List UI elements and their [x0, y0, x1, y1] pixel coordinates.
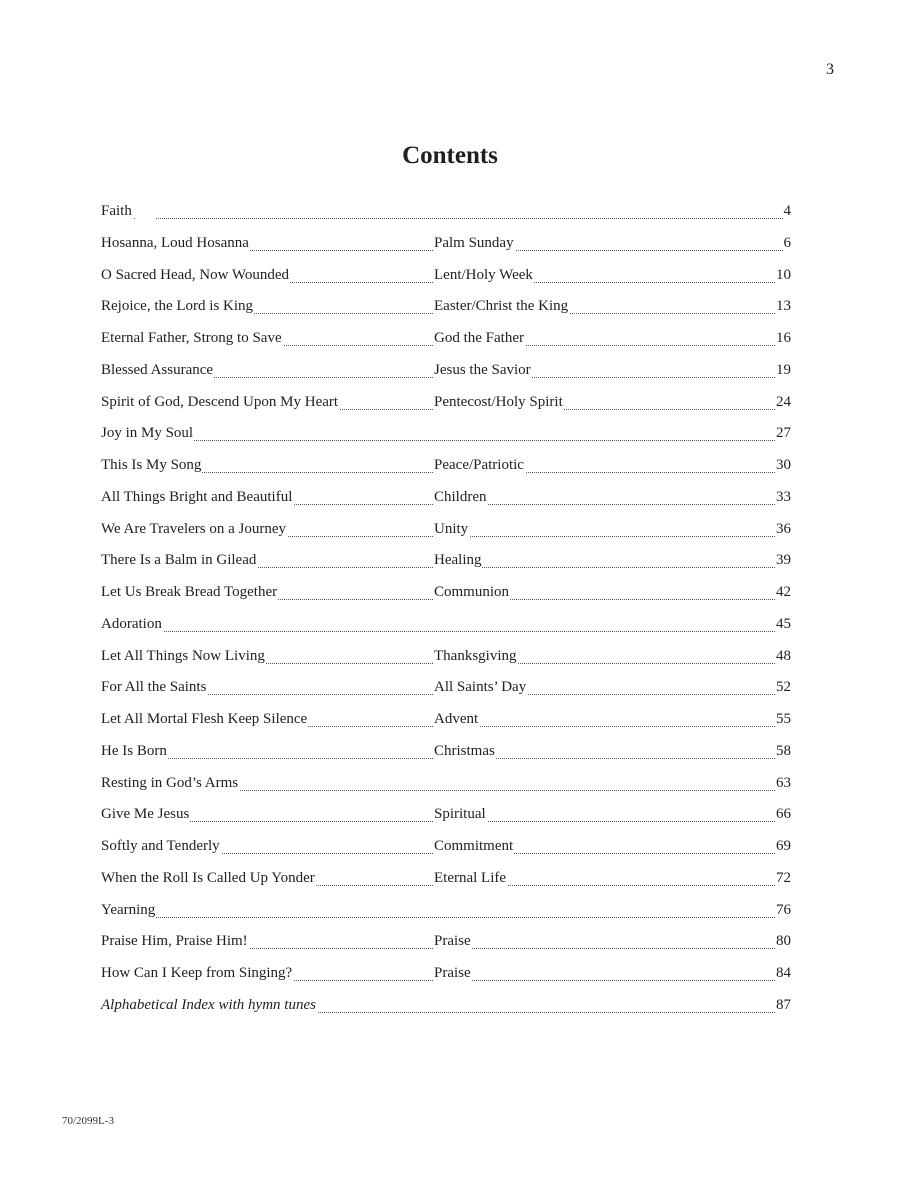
toc-entry: [101, 391, 791, 423]
hymn-category: Praise: [434, 965, 471, 981]
toc-entry: [101, 518, 791, 550]
hymn-title: This Is My Song: [101, 457, 202, 473]
page-ref: 66: [776, 806, 791, 823]
hymn-title: He Is Born: [101, 742, 167, 759]
hymn-category: Pentecost/Holy Spirit: [434, 393, 563, 410]
page-ref: 45: [776, 615, 791, 632]
toc-entry: [101, 740, 791, 772]
page-ref: 27: [776, 425, 791, 442]
hymn-title: How Can I Keep from Singing?: [101, 965, 293, 981]
dot-leader: [101, 218, 791, 219]
toc-entry: [101, 486, 791, 518]
toc-entry: [101, 772, 791, 804]
page-ref: 16: [776, 330, 791, 346]
hymn-category: Commitment: [434, 838, 514, 854]
hymn-category: Christmas: [434, 742, 495, 759]
page-ref: 80: [776, 933, 791, 950]
hymn-title: Spirit of God, Descend Upon My Heart: [101, 393, 339, 410]
toc-entry: [101, 232, 791, 264]
toc-entry: [101, 803, 791, 835]
toc-entry: [101, 708, 791, 740]
hymn-title: Let Us Break Bread Together: [101, 584, 278, 600]
toc-entry: [101, 962, 791, 994]
table-of-contents: [101, 200, 791, 1026]
page-ref: 4: [783, 203, 791, 219]
hymn-category: All Saints’ Day: [434, 679, 527, 696]
toc-entry: [101, 676, 791, 708]
page-ref: 69: [776, 838, 791, 854]
hymn-category: Advent: [434, 711, 479, 727]
hymn-title: Hosanna, Loud Hosanna: [101, 234, 249, 251]
hymn-category: Communion: [434, 584, 510, 600]
toc-entry: [101, 264, 791, 296]
hymn-title: There Is a Balm in Gilead: [101, 552, 257, 569]
toc-entry: [101, 549, 791, 581]
toc-entry: [101, 327, 791, 359]
hymn-title: Eternal Father, Strong to Save: [101, 330, 282, 346]
hymn-category: Spiritual: [434, 806, 486, 823]
dot-leader: [101, 917, 791, 918]
page-ref: 55: [776, 711, 791, 727]
page-ref: 19: [776, 361, 791, 378]
hymn-title: Give Me Jesus: [101, 806, 190, 823]
page-ref: 39: [776, 552, 791, 569]
hymn-title: Rejoice, the Lord is King: [101, 298, 254, 315]
page-ref: 72: [776, 869, 791, 886]
hymn-title: Alphabetical Index with hymn tunes: [101, 996, 316, 1013]
hymn-category: Peace/Patriotic: [434, 457, 524, 473]
page-ref: 30: [776, 457, 791, 473]
toc-entry: [101, 930, 791, 962]
hymn-category: Thanksgiving: [434, 647, 517, 664]
hymn-category: Lent/Holy Week: [434, 266, 533, 283]
hymn-title: For All the Saints: [101, 679, 207, 696]
toc-entry: [101, 422, 791, 454]
hymn-category: Palm Sunday: [434, 234, 514, 251]
toc-entry: [101, 645, 791, 677]
toc-entry: [101, 359, 791, 391]
hymn-title: Resting in God’s Arms: [101, 774, 239, 791]
hymn-title: Let All Things Now Living: [101, 647, 265, 664]
page-ref: 24: [776, 393, 791, 410]
page-ref: 84: [776, 965, 791, 981]
toc-entry: [101, 867, 791, 899]
toc-entry: [101, 994, 791, 1026]
hymn-category: Jesus the Savior: [434, 361, 531, 378]
hymn-title: We Are Travelers on a Journey: [101, 520, 287, 537]
hymn-category: Healing: [434, 552, 482, 569]
toc-entry: [101, 200, 791, 232]
hymn-category: God the Father: [434, 330, 524, 346]
hymn-category: Children: [434, 488, 487, 505]
page-ref: 33: [776, 488, 791, 505]
page-ref: 63: [776, 774, 791, 791]
page-ref: 52: [776, 679, 791, 696]
hymn-title: Yearning: [101, 901, 156, 918]
page-ref: 76: [776, 901, 791, 918]
toc-entry: [101, 899, 791, 931]
page-number: 3: [826, 61, 834, 78]
page-ref: 48: [776, 647, 791, 664]
toc-entry: [101, 295, 791, 327]
hymn-title: O Sacred Head, Now Wounded: [101, 266, 290, 283]
hymn-title: Blessed Assurance: [101, 361, 214, 378]
hymn-title: Joy in My Soul: [101, 425, 194, 442]
hymn-category: Easter/Christ the King: [434, 298, 569, 315]
catalog-code: 70/2099L-3: [62, 1115, 114, 1127]
hymn-category: Unity: [434, 520, 469, 537]
toc-entry: [101, 454, 791, 486]
hymn-title: Softly and Tenderly: [101, 838, 220, 854]
dot-leader: [101, 440, 791, 441]
page-ref: 58: [776, 742, 791, 759]
page-ref: 36: [776, 520, 791, 537]
page-ref: 6: [783, 234, 791, 251]
toc-entry: [101, 613, 791, 645]
toc-entry: [101, 835, 791, 867]
page-title: Contents: [402, 142, 498, 169]
leader-gap: [135, 203, 155, 221]
hymn-title: When the Roll Is Called Up Yonder: [101, 869, 315, 886]
hymn-title: Let All Mortal Flesh Keep Silence: [101, 711, 308, 727]
hymn-title: Praise Him, Praise Him!: [101, 933, 248, 950]
hymn-category: Praise: [434, 933, 471, 950]
dot-leader: [101, 631, 791, 632]
hymn-title: Adoration: [101, 615, 162, 632]
hymn-title: Faith: [101, 203, 132, 219]
page-ref: 87: [776, 996, 791, 1013]
hymn-title: All Things Bright and Beautiful: [101, 488, 293, 505]
hymn-category: Eternal Life: [434, 869, 507, 886]
page-ref: 13: [776, 298, 791, 315]
page-ref: 10: [776, 266, 791, 283]
page-ref: 42: [776, 584, 791, 600]
toc-entry: [101, 581, 791, 613]
